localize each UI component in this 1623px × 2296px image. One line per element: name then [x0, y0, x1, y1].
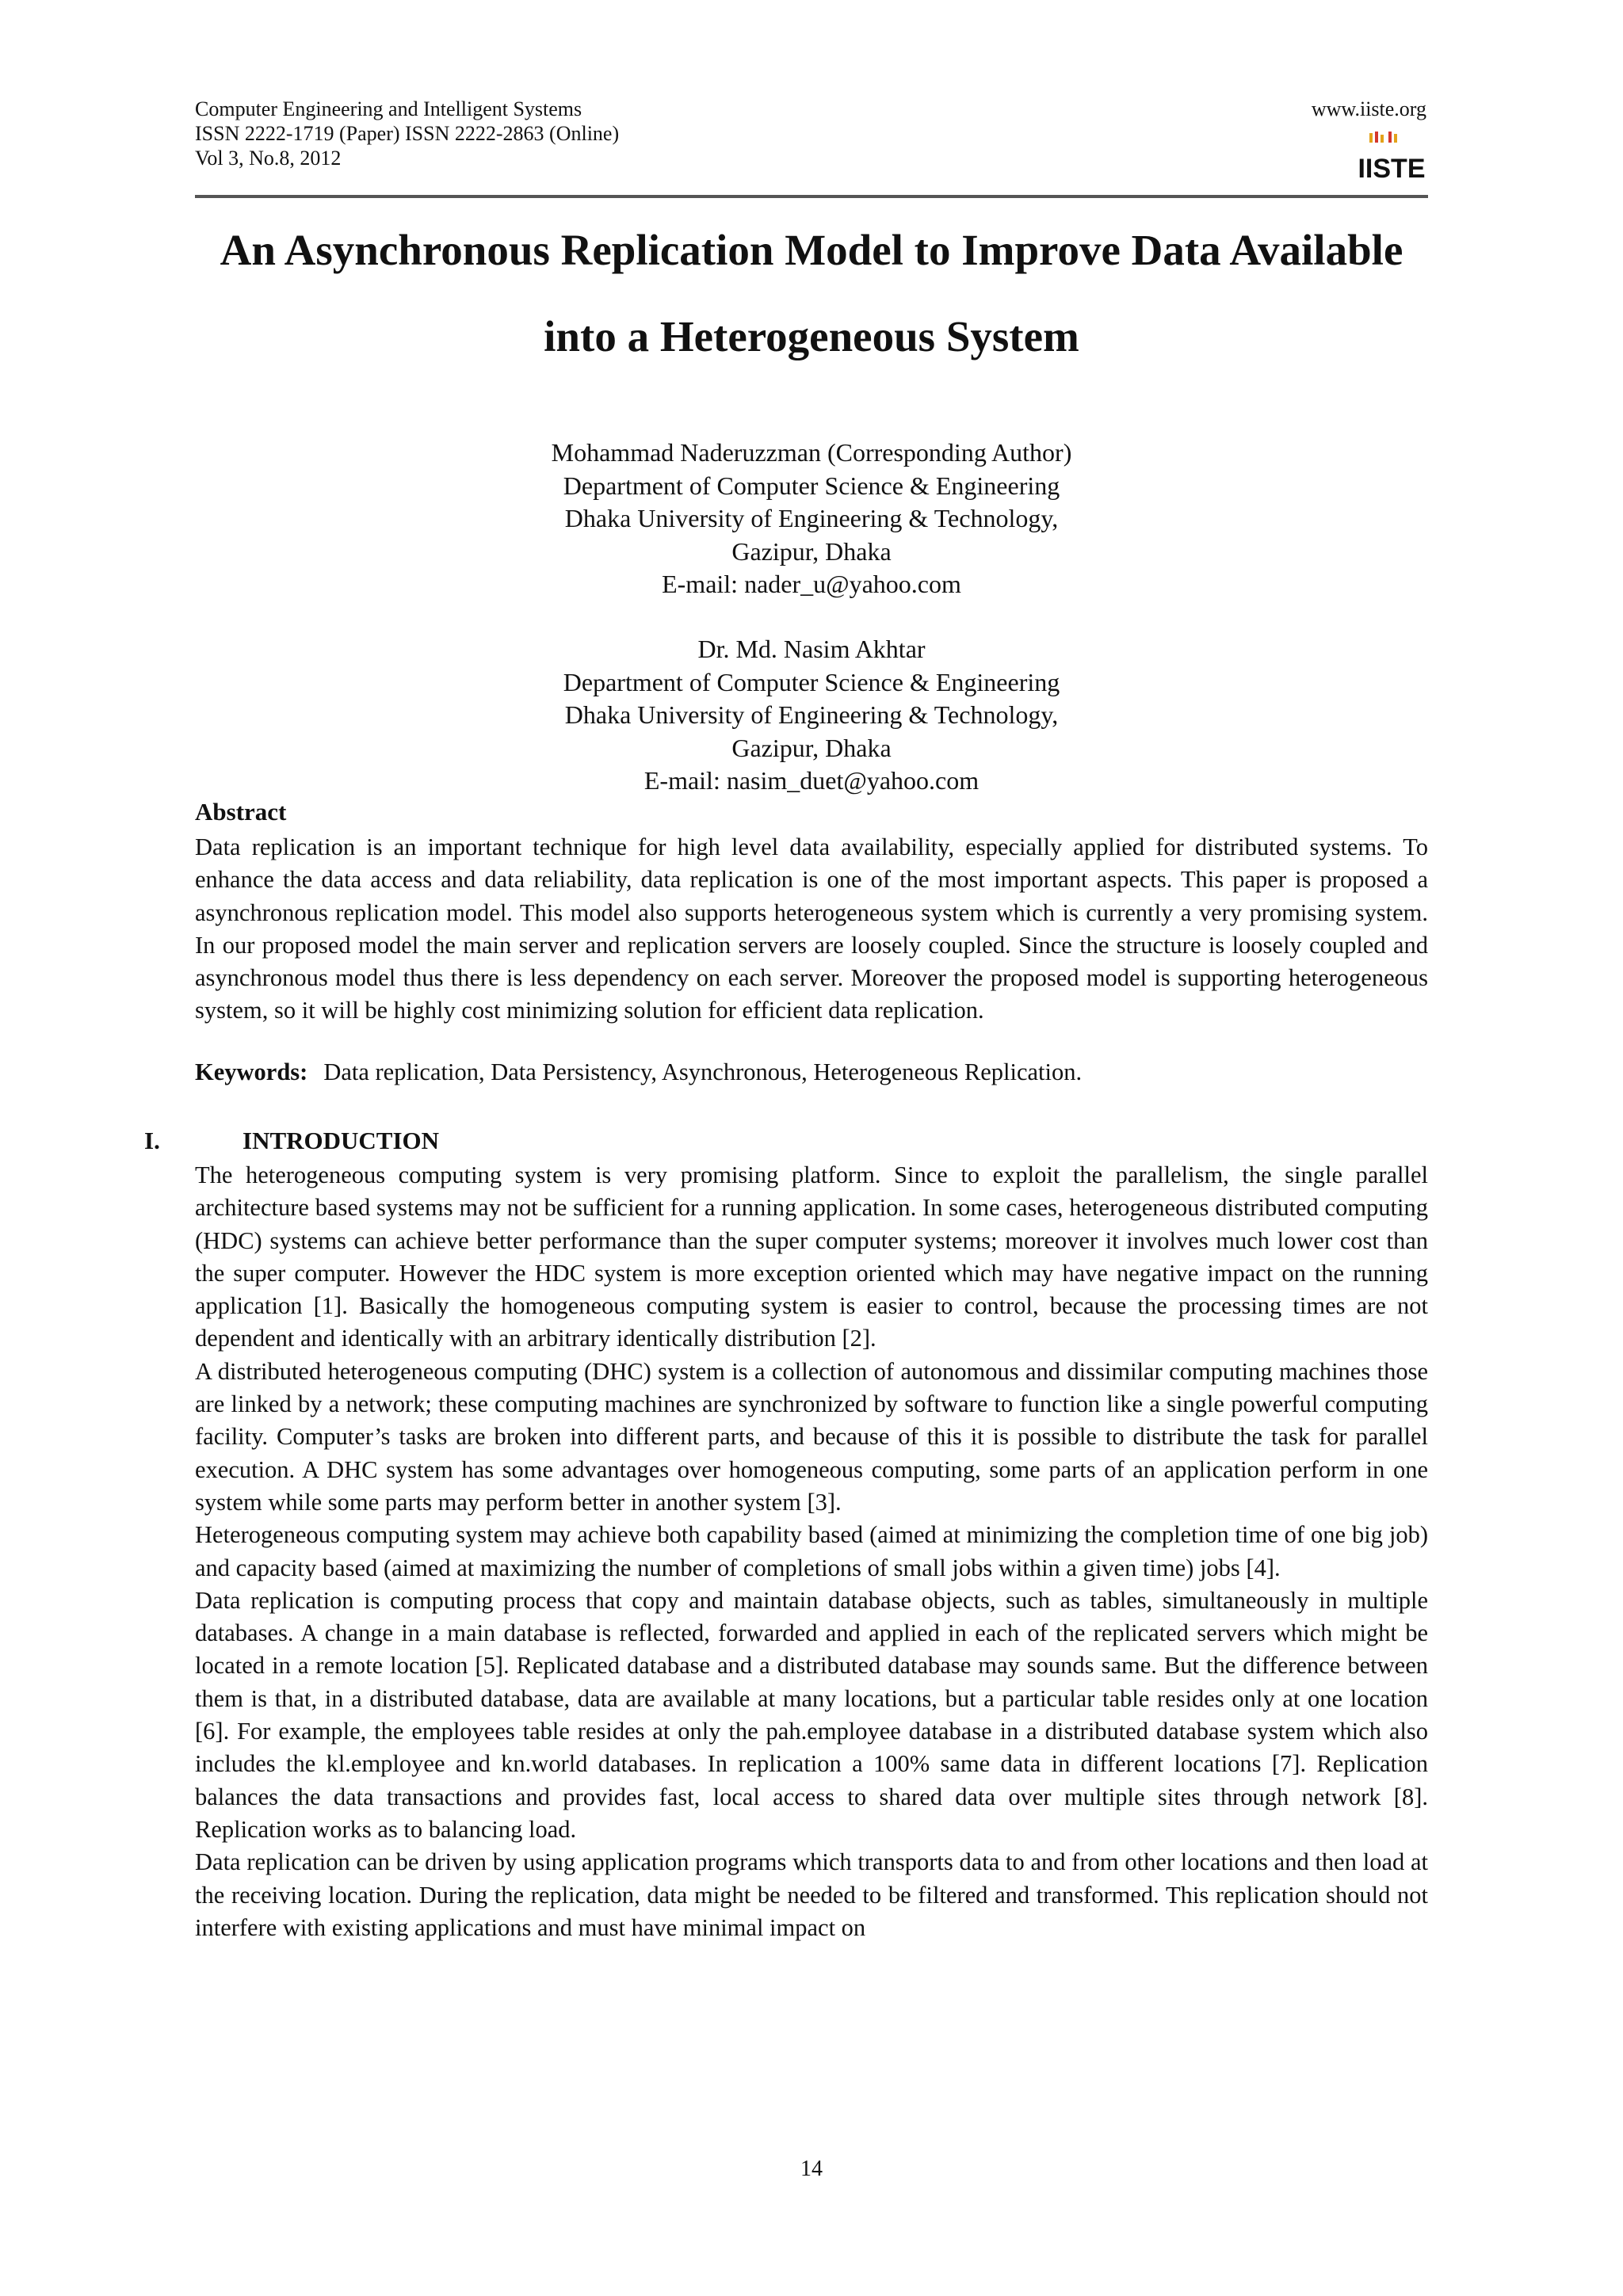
author-department: Department of Computer Science & Engineering — [563, 471, 1060, 500]
journal-issn: ISSN 2222-1719 (Paper) ISSN 2222-2863 (Online) — [195, 122, 620, 145]
journal-name: Computer Engineering and Intelligent Systems — [195, 97, 582, 120]
intro-paragraph: Heterogeneous computing system may achieve both capability based (aimed at minimizing the completion time of one big job) and capacity based (aimed at maximizing the number of completions of small jobs within a given time) jobs [4]. — [195, 1521, 1428, 1581]
journal-volume: Vol 3, No.8, 2012 — [195, 147, 342, 170]
paper-title-line1: An Asynchronous Replication Model to Improve Data Available — [220, 226, 1403, 274]
author-email: E-mail: nader_u@yahoo.com — [662, 570, 961, 598]
abstract-paragraph: Data replication is an important technique for high level data availability, especially applied for distributed systems. To enhance the data access and data reliability, data replication is one of the most important aspects. This paper is proposed a asynchronous replication model. This model also supports heterogeneous system which is currently a very promising system. In our proposed model the main server and replication servers are loosely coupled. Since the structure is loosely coupled and asynchronous model thus there is less dependency on each server. Moreover the proposed model is supporting heterogeneous system, so it will be highly cost minimizing solution for efficient data replication. — [195, 833, 1428, 1024]
page-number: 14 — [800, 2157, 823, 2181]
author-university: Dhaka University of Engineering & Technology, — [564, 504, 1059, 532]
author-city: Gazipur, Dhaka — [731, 733, 892, 762]
author-block-2 — [195, 633, 1428, 798]
journal-website: www.iiste.org — [1311, 97, 1426, 120]
keywords-line — [195, 1058, 1082, 1086]
logo-text: IISTE — [1358, 154, 1426, 184]
author-name: Dr. Md. Nasim Akhtar — [697, 635, 926, 663]
journal-header — [195, 97, 619, 170]
section-title: INTRODUCTION — [242, 1127, 440, 1154]
author-department: Department of Computer Science & Engineering — [563, 667, 1060, 696]
author-block-1 — [195, 437, 1428, 601]
author-university: Dhaka University of Engineering & Technology, — [564, 700, 1059, 729]
intro-paragraph: A distributed heterogeneous computing (DHC) system is a collection of autonomous and dissimilar computing machines those are linked by a network; these computing machines are synchronized by software to function like a single powerful computing facility. Computer’s tasks are broken into different parts, and because of this it is possible to distribute the task for parallel execution. A DHC system has some advantages over homogeneous computing, some parts of an application perform in one system while some parts may perform better in another system [3]. — [195, 1357, 1428, 1516]
paper-title-line2: into a Heterogeneous System — [544, 312, 1079, 360]
abstract-heading: Abstract — [195, 798, 287, 826]
keywords-label: Keywords: — [195, 1058, 308, 1085]
author-city: Gazipur, Dhaka — [731, 536, 892, 566]
author-email: E-mail: nasim_duet@yahoo.com — [643, 766, 980, 795]
intro-paragraph: Data replication is computing process that copy and maintain database objects, such as tables, simultaneously in multiple databases. A change in a main database is reflected, forwarded and applied in each of the replicated servers which might be located in a remote location [5]. Replicated database and a distributed database may sounds same. But the difference between them is that, in a distributed database, data are available at many locations, but a particular table resides only at one location [6]. For example, the employees table resides at only the pah.employee database in a distributed database system which also includes the kl.employee and kn.world databases. In replication a 100% same data in different locations [7]. Replication balances the data transactions and provides fast, local access to shared data over multiple sites through network [8]. Replication works as to balancing load. — [195, 1586, 1428, 1843]
intro-paragraph: The heterogeneous computing system is very promising platform. Since to exploit the parallelism, the single parallel architecture based systems may not be sufficient for a running application. In some cases, heterogeneous distributed computing (HDC) systems can achieve better performance than the super computer systems; moreover it involves much lower cost than the super computer. However the HDC system is more exception oriented which may have negative impact on the running application [1]. Basically the homogeneous computing system is easier to control, because the processing times are not dependent and identically with an arbitrary identically distribution [2]. — [195, 1161, 1428, 1352]
intro-paragraph: Data replication can be driven by using application programs which transports data to and from other locations and then load at the receiving location. During the replication, data might be needed to be filtered and transformed. This replication should not interfere with existing applications and must have minimal impact on — [195, 1848, 1428, 1941]
abstract-text — [195, 831, 1428, 1028]
section-number: I. — [144, 1127, 160, 1154]
iiste-logo — [1358, 132, 1426, 184]
introduction-body — [195, 1159, 1428, 1944]
header-divider — [195, 195, 1428, 198]
keywords-text: Data replication, Data Persistency, Asynchronous, Heterogeneous Replication. — [323, 1058, 1083, 1085]
author-name: Mohammad Naderuzzman (Corresponding Author) — [551, 438, 1072, 467]
